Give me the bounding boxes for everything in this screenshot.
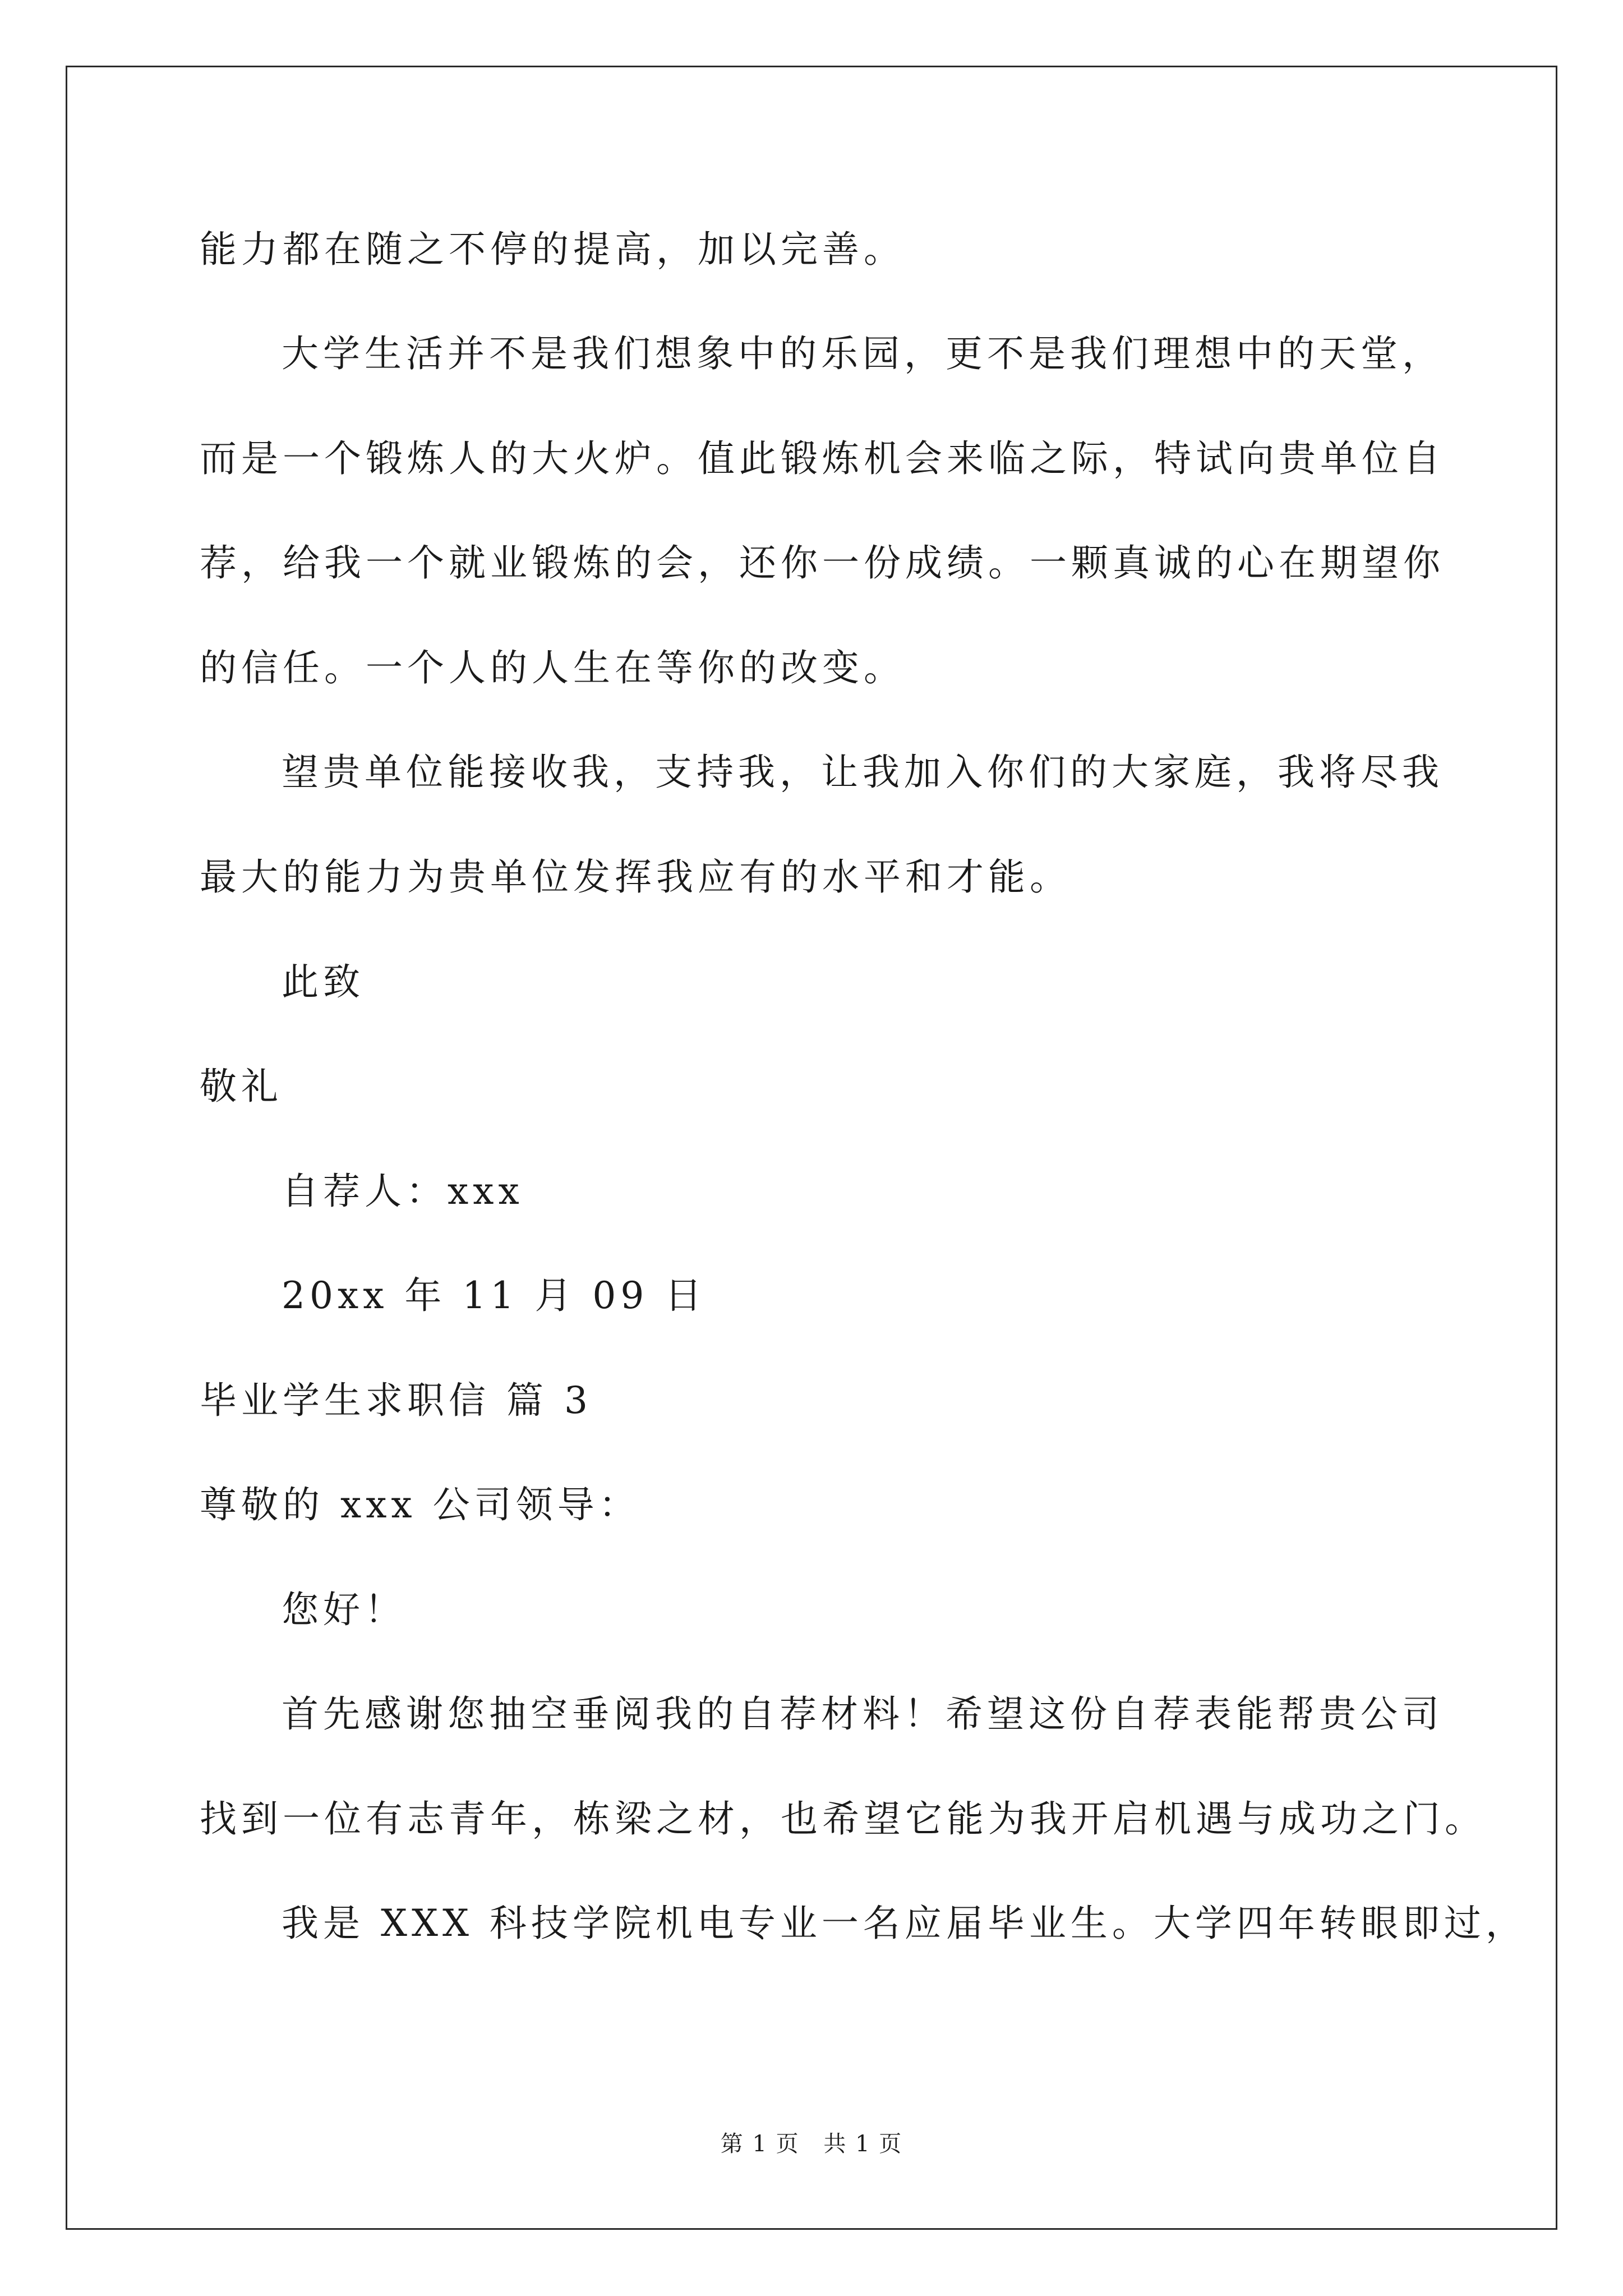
body-line-9: 找到一位有志青年，栋梁之材，也希望它能为我开启机遇与成功之门。 <box>200 1797 1486 1841</box>
greeting: 您好！ <box>282 1588 406 1631</box>
body-line-7: 最大的能力为贵单位发挥我应有的水平和才能。 <box>200 855 1071 899</box>
body-line-4: 荐，给我一个就业锻炼的会，还你一份成绩。一颗真诚的心在期望你 <box>200 541 1445 585</box>
body-line-5: 的信任。一个人的人生在等你的改变。 <box>200 646 905 689</box>
greeting-recipient: 尊敬的 xxx 公司领导： <box>200 1483 640 1526</box>
body-line-1: 能力都在随之不停的提高，加以完善。 <box>200 228 905 271</box>
section-title: 毕业学生求职信 篇 3 <box>200 1379 592 1422</box>
date: 20xx 年 11 月 09 日 <box>282 1274 707 1317</box>
page-footer <box>0 2126 1623 2158</box>
body-line-2: 大学生活并不是我们想象中的乐园，更不是我们理想中的天堂， <box>282 332 1444 375</box>
body-line-6: 望贵单位能接收我，支持我，让我加入你们的大家庭，我将尽我 <box>282 751 1444 794</box>
body-line-8: 首先感谢您抽空垂阅我的自荐材料！希望这份自荐表能帮贵公司 <box>282 1692 1444 1736</box>
page-number: 第 1 页 <box>720 2131 800 2157</box>
body-line-3: 而是一个锻炼人的大火炉。值此锻炼机会来临之际，特试向贵单位自 <box>200 437 1445 480</box>
signature: 自荐人：xxx <box>282 1170 524 1213</box>
closing-salutation: 此致 <box>282 960 365 1004</box>
body-line-10: 我是 XXX 科技学院机电专业一名应届毕业生。大学四年转眼即过， <box>282 1902 1527 1945</box>
closing-regards: 敬礼 <box>200 1065 283 1108</box>
total-pages: 共 1 页 <box>823 2131 903 2157</box>
